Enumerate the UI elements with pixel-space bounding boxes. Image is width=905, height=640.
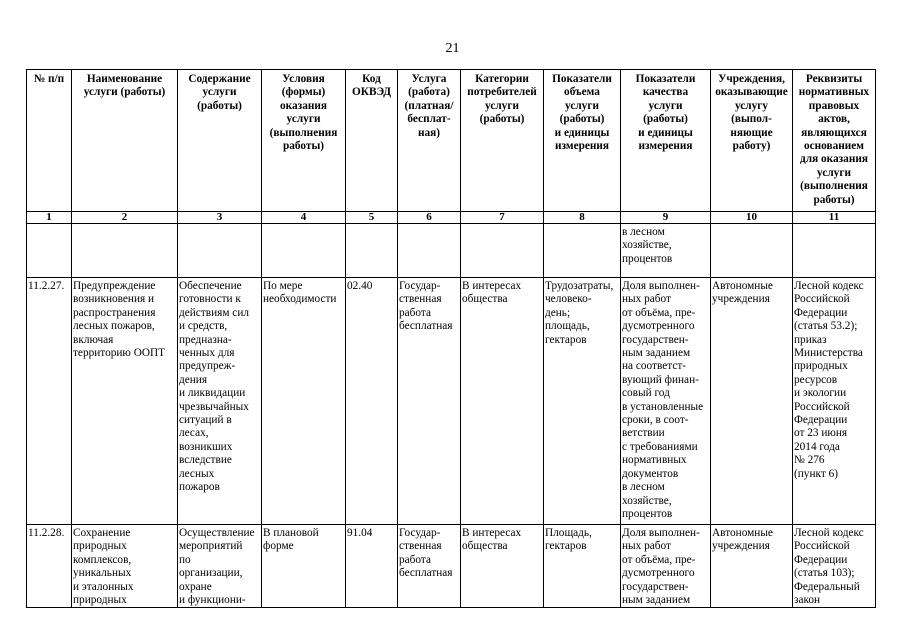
table-cell <box>72 224 178 278</box>
table-cell <box>544 224 621 278</box>
consumers-cell: В интересах общества <box>461 525 544 608</box>
header-cell-paid-free: Услуга (работа) (платная/ бесплат- ная) <box>398 70 461 212</box>
header-cell-content: Содержание услуги (работы) <box>178 70 262 212</box>
header-cell-volume: Показатели объема услуги (работы) и единицы измерения <box>544 70 621 212</box>
service-content-cell: Обеспечение готовности к действиям сил и средств, предназна- ченных для предупреж- дения и ликвидации чрезвычайных ситуаций в лесах, возникших вследствие лесных пожаров <box>178 278 262 525</box>
column-number: 4 <box>262 212 346 224</box>
table-row <box>27 525 876 608</box>
header-cell-consumers: Категории потребителей услуги (работы) <box>461 70 544 212</box>
header-cell-okved: Код ОКВЭД <box>346 70 398 212</box>
table-cell <box>178 224 262 278</box>
conditions-cell: По мере необходимости <box>262 278 346 525</box>
table-header-row <box>27 70 876 212</box>
header-cell-conditions: Условия (формы) оказания услуги (выполнения работы) <box>262 70 346 212</box>
okved-cell: 91.04 <box>346 525 398 608</box>
column-number: 5 <box>346 212 398 224</box>
table-cell <box>27 224 72 278</box>
service-name-cell: Предупреждение возникновения и распространения лесных пожаров, включая территорию ООПТ <box>72 278 178 525</box>
column-number: 9 <box>621 212 711 224</box>
consumers-cell: В интересах общества <box>461 278 544 525</box>
continuation-row <box>27 224 876 278</box>
volume-indicators-cell: Площадь, гектаров <box>544 525 621 608</box>
institutions-cell: Автономные учреждения <box>711 278 793 525</box>
service-content-cell: Осуществление мероприятий по организации, охране и функциони- <box>178 525 262 608</box>
table-cell <box>262 224 346 278</box>
table-cell <box>711 224 793 278</box>
institutions-cell: Автономные учреждения <box>711 525 793 608</box>
header-cell-name: Наименование услуги (работы) <box>72 70 178 212</box>
okved-cell: 02.40 <box>346 278 398 525</box>
services-table <box>26 69 876 608</box>
column-number: 2 <box>72 212 178 224</box>
table-cell <box>793 224 876 278</box>
conditions-cell: В плановой форме <box>262 525 346 608</box>
volume-indicators-cell: Трудозатраты, человеко- день; площадь, гектаров <box>544 278 621 525</box>
table-row <box>27 278 876 525</box>
column-number-row <box>27 212 876 224</box>
column-number: 6 <box>398 212 461 224</box>
header-cell-quality: Показатели качества услуги (работы) и единицы измерения <box>621 70 711 212</box>
legal-acts-cell: Лесной кодекс Российской Федерации (статья 53.2); приказ Министерства природных ресурсов и экологии Российской Федерации от 23 июня 2014 года № 276 (пункт 6) <box>793 278 876 525</box>
page-number: 21 <box>445 41 460 56</box>
table-cell <box>461 224 544 278</box>
service-name-cell: Сохранение природных комплексов, уникальных и эталонных природных <box>72 525 178 608</box>
column-number: 11 <box>793 212 876 224</box>
table-cell <box>398 224 461 278</box>
column-number: 10 <box>711 212 793 224</box>
paid-free-cell: Государ- ственная работа бесплатная <box>398 278 461 525</box>
legal-acts-cell: Лесной кодекс Российской Федерации (статья 103); Федеральный закон <box>793 525 876 608</box>
column-number: 1 <box>27 212 72 224</box>
paid-free-cell: Государ- ственная работа бесплатная <box>398 525 461 608</box>
column-number: 7 <box>461 212 544 224</box>
row-number-cell: 11.2.28. <box>27 525 72 608</box>
table-cell <box>346 224 398 278</box>
column-number: 3 <box>178 212 262 224</box>
table-cell: в лесном хозяйстве, процентов <box>621 224 711 278</box>
quality-indicators-cell: Доля выполнен- ных работ от объёма, пре- дусмотренного государствен- ным заданием <box>621 525 711 608</box>
header-cell-legal-acts: Реквизиты нормативных правовых актов, являющихся основанием для оказания услуги (выполнения работы) <box>793 70 876 212</box>
row-number-cell: 11.2.27. <box>27 278 72 525</box>
quality-indicators-cell: Доля выполнен- ных работ от объёма, пре- дусмотренного государствен- ным заданием на соответст- вующий финан- совый год в установленные сроки, в соот- ветствии с требованиями нормативных документов в лесном хозяйстве, процентов <box>621 278 711 525</box>
column-number: 8 <box>544 212 621 224</box>
header-cell-number: № п/п <box>27 70 72 212</box>
header-cell-institutions: Учреждения, оказывающие услугу (выпол- няющие работу) <box>711 70 793 212</box>
